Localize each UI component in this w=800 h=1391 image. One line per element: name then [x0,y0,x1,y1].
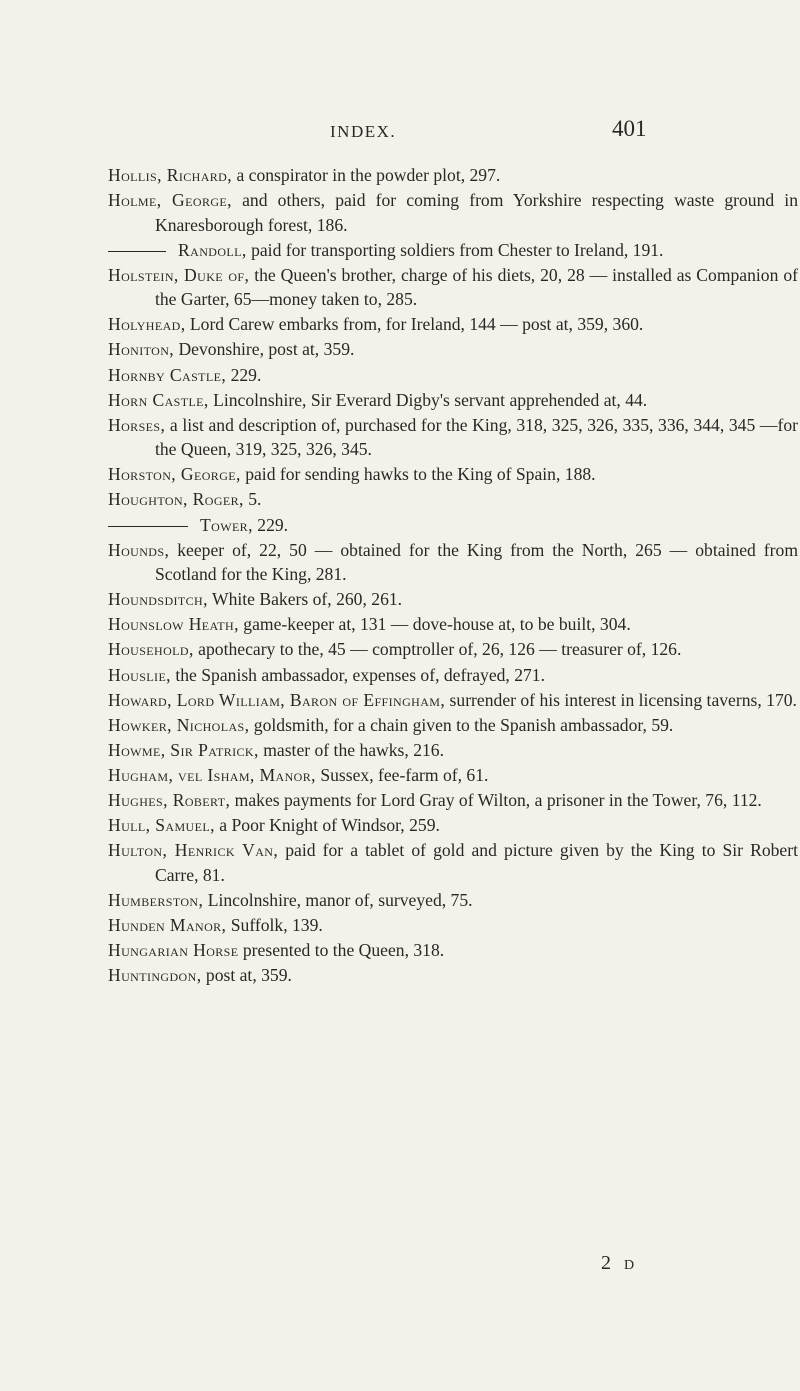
entry-headword: Tower, [200,514,253,535]
index-entry [108,738,798,763]
entry-headword: Hunden Manor, [108,914,227,935]
index-entry [108,238,798,263]
entry-headword: Howme, Sir Patrick, [108,739,259,760]
entry-headword: Holyhead, [108,314,186,335]
entry-headword: Holme, George, [108,190,232,211]
index-entry [108,938,798,963]
entry-text: Lincolnshire, Sir Everard Digby's servant apprehended at, 44. [208,389,648,410]
entry-headword: Honiton, [108,339,175,360]
entry-text: a conspirator in the powder plot, 297. [232,165,501,185]
page-number: 401 [612,116,647,141]
entry-text: the Spanish ambassador, expenses of, defrayed, 271. [170,664,546,685]
entry-headword: Hornby Castle, [108,364,227,385]
entry-headword: Houghton, Roger, [108,489,244,510]
entry-text: Devonshire, post at, 359. [174,339,355,360]
entry-text: presented to the Queen, 318. [238,939,445,960]
index-entry [108,462,798,487]
index-entry [108,663,798,688]
index-entry [108,813,798,838]
index-entry [108,713,798,738]
entry-text: 5. [243,489,262,510]
entry-headword: Household, [108,639,194,660]
entry-text: paid for a tablet of gold and picture given by the King to Sir Robert Carre, 81. [155,840,798,885]
entry-headword: Hounds, [108,539,170,560]
entry-text: a Poor Knight of Windsor, 259. [214,815,440,836]
index-entry [108,263,798,312]
entry-headword: Hugham, vel Isham, Manor, [108,764,316,785]
entry-headword: Hounslow Heath, [108,614,239,635]
running-header [0,116,800,146]
index-entry [108,363,798,388]
index-entry [108,388,798,413]
entry-text: surrender of his interest in licensing taverns, 170. [445,689,797,710]
entry-text: paid for transporting soldiers from Chester to Ireland, 191. [246,239,664,260]
entry-headword: Horn Castle, [108,389,209,410]
entry-headword: Horston, George, [108,464,241,485]
signature-letter: D [624,1258,639,1273]
entry-text: White Bakers of, 260, 261. [207,589,403,610]
entry-text: post at, 359. [201,965,292,986]
entry-text: a list and description of, purchased for the King, 318, 325, 326, 335, 336, 344, 345 —for the Queen, 319, 325, 326, 345. [155,414,798,460]
entry-headword: Hull, Samuel, [108,815,215,836]
header-title: INDEX. [330,122,397,141]
index-entry [108,413,798,462]
entry-headword: Humberston, [108,889,204,910]
entry-headword: Hulton, Henrick Van, [108,840,279,861]
entry-headword: Hungarian Horse [108,939,239,960]
entry-headword: Hollis, Richard, [108,165,233,185]
entry-text: goldsmith, for a chain given to the Spanish ambassador, 59. [249,714,674,735]
entry-text: Sussex, fee-farm of, 61. [315,764,489,785]
entry-text: keeper of, 22, 50 — obtained for the King from the North, 265 — obtained from Scotland for the King, 281. [155,539,798,585]
entry-headword: Hughes, Robert, [108,789,231,810]
entry-text: 229. [226,364,262,385]
entry-text: Lincolnshire, manor of, surveyed, 75. [203,889,473,910]
entry-headword: Houslie, [108,664,171,685]
entry-text: apothecary to the, 45 — comptroller of, 26, 126 — treasurer of, 126. [193,639,682,660]
entry-headword: Holstein, Duke of, [108,264,250,285]
index-entry [108,587,798,612]
entry-text: and others, paid for coming from Yorkshire respecting waste ground in Knaresborough forest, 186. [155,190,798,235]
index-entry [108,312,798,337]
entry-text: 229. [252,514,289,535]
ditto-dash [108,251,166,252]
entry-text: makes payments for Lord Gray of Wilton, a prisoner in the Tower, 76, 112. [230,789,762,810]
entry-headword: Houndsditch, [108,589,208,610]
entry-text: game-keeper at, 131 — dove-house at, to be built, 304. [238,614,631,635]
index-entry [108,688,798,713]
signature-number: 2 [601,1252,615,1274]
index-entry [108,637,798,662]
index-entry [108,763,798,788]
entry-text: Suffolk, 139. [226,914,323,935]
entry-headword: Howker, Nicholas, [108,714,250,735]
entry-text: paid for sending hawks to the King of Spain, 188. [240,464,596,485]
index-entry [108,188,798,237]
index-entry [108,838,798,887]
entry-headword: Huntingdon, [108,965,202,986]
index-entry [108,963,798,988]
index-entry [108,612,798,637]
index-entries [108,163,798,988]
index-entry [108,487,798,512]
entry-text: Lord Carew embarks from, for Ireland, 144 — post at, 359, 360. [185,314,644,335]
index-entry [108,788,798,813]
entry-headword: Horses, [108,414,166,435]
index-entry [108,513,798,538]
entry-headword: Howard, Lord William, Baron of Effingham, [108,689,446,710]
index-entry [108,337,798,362]
index-entry [108,163,798,188]
printer-signature [601,1252,638,1275]
index-entry [108,538,798,587]
index-entry [108,913,798,938]
entry-headword: Randoll, [178,239,247,260]
entry-text: master of the hawks, 216. [258,739,444,760]
index-entry [108,888,798,913]
entry-text: the Queen's brother, charge of his diets, 20, 28 — installed as Companion of the Garter, 65—money taken to, 285. [155,264,798,310]
ditto-dash [108,526,188,527]
